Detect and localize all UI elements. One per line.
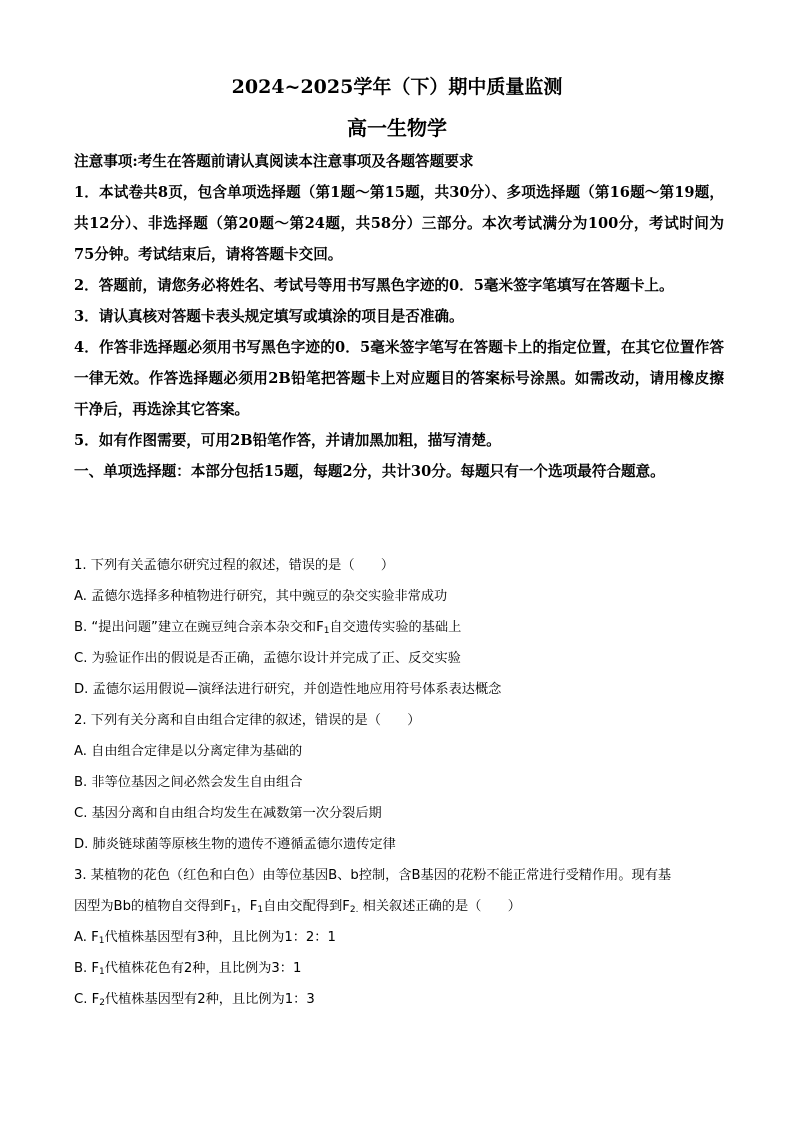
- notice-item-5: 5．如有作图需要，可用2B铅笔作答，并请加黑加粗，描写清楚。: [74, 432, 501, 449]
- q2-option-c: C. 基因分离和自由组合均发生在减数第一次分裂后期: [74, 806, 382, 821]
- q1-option-c: C. 为验证作出的假说是否正确，孟德尔设计并完成了正、反交实验: [74, 651, 461, 666]
- q3-stem-line2: 因型为Bb的植物自交得到$F_1$，$F_1$自由交配得到$F_{2.}$ 相关叙述正确的是（ ）: [74, 899, 521, 915]
- exam-title: 2024~2025学年（下）期中质量监测: [231, 76, 563, 98]
- q1-option-b: B. “提出问题”建立在豌豆纯合亲本杂交和$F_1$自交遗传实验的基础上: [74, 620, 462, 636]
- q3-option-c: C. $F_2$代植株基因型有2种，且比例为1：3: [74, 992, 315, 1008]
- notice-heading: 注意事项:考生在答题前请认真阅读本注意事项及各题答题要求: [74, 153, 474, 170]
- q2-option-a: A. 自由组合定律是以分离定律为基础的: [74, 744, 303, 759]
- questions-section: [74, 550, 724, 1015]
- q3-stem-line1: 3. 某植物的花色（红色和白色）由等位基因B、b控制，含B基因的花粉不能正常进行受精作用。现有基: [74, 868, 672, 883]
- q2-stem: 2. 下列有关分离和自由组合定律的叙述，错误的是（ ）: [74, 713, 421, 728]
- notice-item-4: 4．作答非选择题必须用书写黑色字迹的0．5毫米签字笔写在答题卡上的指定位置，在其它位置作答一律无效。作答选择题必须用2B铅笔把答题卡上对应题目的答案标号涂黑。如需改动，请用橡皮擦干净后，再选涂其它答案。: [74, 339, 724, 418]
- q2-option-d: D. 肺炎链球菌等原核生物的遗传不遵循孟德尔遗传定律: [74, 837, 396, 852]
- q1-option-a: A. 孟德尔选择多种植物进行研究，其中豌豆的杂交实验非常成功: [74, 589, 448, 604]
- section-heading: 一、单项选择题：本部分包括15题，每题2分，共计30分。每题只有一个选项最符合题意。: [74, 463, 665, 480]
- notice-item-2: 2．答题前，请您务必将姓名、考试号等用书写黑色字迹的0．5毫米签字笔填写在答题卡上。: [74, 277, 674, 294]
- q3-option-a: A. $F_1$代植株基因型有3种，且比例为1：2：1: [74, 930, 336, 946]
- notice-item-3: 3．请认真核对答题卡表头规定填写或填涂的项目是否准确。: [74, 308, 464, 325]
- q3-option-b: B. $F_1$代植株花色有2种，且比例为3：1: [74, 961, 302, 977]
- q1-option-d: D. 孟德尔运用假说—演绎法进行研究，并创造性地应用符号体系表达概念: [74, 682, 502, 697]
- notice-section: [74, 146, 724, 487]
- subject-title: 高一生物学: [347, 116, 447, 140]
- q1-stem: 1. 下列有关孟德尔研究过程的叙述，错误的是（ ）: [74, 558, 395, 573]
- notice-item-1: 1．本试卷共8页，包含单项选择题（第1题～第15题，共30分）、多项选择题（第16题～第19题，共12分）、非选择题（第20题～第24题，共58分）三部分。本次考试满分为100分，考试时间为75分钟。考试结束后，请将答题卡交回。: [74, 184, 724, 263]
- q2-option-b: B. 非等位基因之间必然会发生自由组合: [74, 775, 303, 790]
